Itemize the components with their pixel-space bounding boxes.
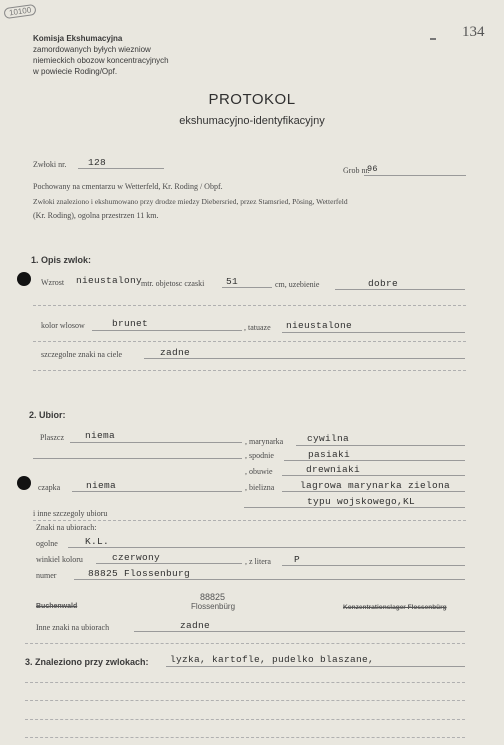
znaki-line [144,358,465,359]
inne-znaki-label: Inne znaki na ubiorach [36,623,110,632]
blank-line [25,737,465,738]
blank-line [33,305,466,306]
numer-line [74,579,465,580]
page-number: 134 [462,24,485,40]
burial-line-2: Zwłoki znaleziono i ekshumowano przy drodze miedzy Diebersried, przez Stamsried, Pösing, Wetterfeld [33,197,348,206]
wzrost-value: nieustalony [76,275,143,286]
spodnie-line [284,460,465,461]
punch-hole-2 [17,476,31,490]
burial-line-3: (Kr. Roding), ogolna przestrzen 11 km. [33,211,159,220]
zwloki-line [78,168,164,169]
cm-label: cm, uzebienie [275,280,320,289]
uzebienie-value: dobre [368,278,399,289]
plaszcz-label: Plaszcz [40,433,64,442]
tatuaze-value: nieustalone [286,320,353,331]
commission-line-3: niemieckich obozow koncentracyjnych [33,56,169,65]
bielizna-line-2 [244,507,465,508]
corner-stamp: 10100 [3,4,36,19]
plaszcz-line [70,442,242,443]
objetosc-label: mtr. objetosc czaski [141,279,205,288]
litera-line [282,565,465,566]
blank-line [25,682,465,683]
obuwie-line [282,475,465,476]
winkiel-value: czerwony [112,552,161,563]
litera-label: , z litera [245,557,271,566]
bielizna-value-2: typu wojskowego,KL [307,496,416,507]
right-stamp: Konzentrationslager Flossenbürg [343,604,447,611]
blank-line [33,520,466,521]
obuwie-label: , obuwie [245,467,273,476]
spodnie-value: pasiaki [308,449,351,460]
kolor-label: kolor wlosow [41,321,85,330]
uzebienie-line [335,289,465,290]
commission-header [33,33,169,77]
znaki-value: zadne [160,347,191,358]
blank-line [25,643,465,644]
ogolne-line [68,547,465,548]
center-stamp-number: 88825 [200,592,226,602]
marynarka-line [296,445,465,446]
plaszcz-value: niema [85,430,116,441]
inne-znaki-value: zadne [180,620,211,631]
bielizna-line [282,491,465,492]
grob-value: 96 [367,164,378,174]
commission-line-1: Komisja Ekshumacyjna [33,34,123,43]
bielizna-value: lagrowa marynarka zielona [300,480,451,491]
grob-line [364,175,466,176]
znaki-ubior-label: Znaki na ubiorach: [36,523,97,532]
pencil-mark [430,38,436,40]
znaki-label: szczegolne znaki na ciele [41,350,123,359]
section-3-value: lyzka, kartofle, pudelko blaszane, [170,654,375,665]
section-3-heading: 3. Znaleziono przy zwlokach: [25,657,149,667]
marynarka-label: , marynarka [245,437,284,446]
section-3-line [166,666,465,667]
page-subtitle: ekshumacyjno-identyfikacyjny [179,115,325,127]
kolor-value: brunet [112,318,149,329]
tatuaze-line [282,332,465,333]
ogolne-label: ogolne [36,539,58,548]
czaszka-line [222,287,272,288]
numer-value: 88825 Flossenburg [88,568,191,579]
spodnie-label: , spodnie [245,451,274,460]
winkiel-line [96,563,242,564]
kolor-line [92,330,242,331]
numer-label: numer [36,571,57,580]
section-2-heading: 2. Ubior: [29,410,66,420]
plaszcz-line-2 [33,458,242,459]
punch-hole-1 [17,272,31,286]
czapka-value: niema [86,480,117,491]
tatuaze-label: , tatuaze [244,323,271,332]
blank-line [33,341,466,342]
obuwie-value: drewniaki [306,464,361,475]
winkiel-label: winkiel koloru [36,555,83,564]
czaszka-value: 51 [226,276,239,287]
zwloki-value: 128 [88,157,107,168]
czapka-line [72,491,242,492]
inne-znaki-line [134,631,465,632]
left-stamp: Buchenwald [36,603,78,610]
blank-line [33,370,466,371]
litera-value: P [294,554,301,565]
bielizna-label: , bielizna [245,483,275,492]
ogolne-value: K.L. [85,536,110,547]
marynarka-value: cywilna [307,433,350,444]
blank-line [25,700,465,701]
grob-label: Grob nr. [343,166,370,175]
burial-line-1: Pochowany na cmentarzu w Wetterfeld, Kr. Roding / Obpf. [33,182,223,191]
blank-line [25,719,465,720]
page-title: PROTOKOL [208,91,296,108]
wzrost-label: Wzrost [41,278,65,287]
czapka-label: czapka [38,483,61,492]
zwloki-label: Zwłoki nr. [33,160,67,169]
center-stamp-place: Flossenbürg [191,602,236,611]
inne-label: i inne szczegoly ubioru [33,509,108,518]
commission-line-4: w powiecie Roding/Opf. [33,67,118,76]
section-1-heading: 1. Opis zwlok: [31,255,92,265]
commission-line-2: zamordowanych byłych wiezniow [33,45,151,54]
